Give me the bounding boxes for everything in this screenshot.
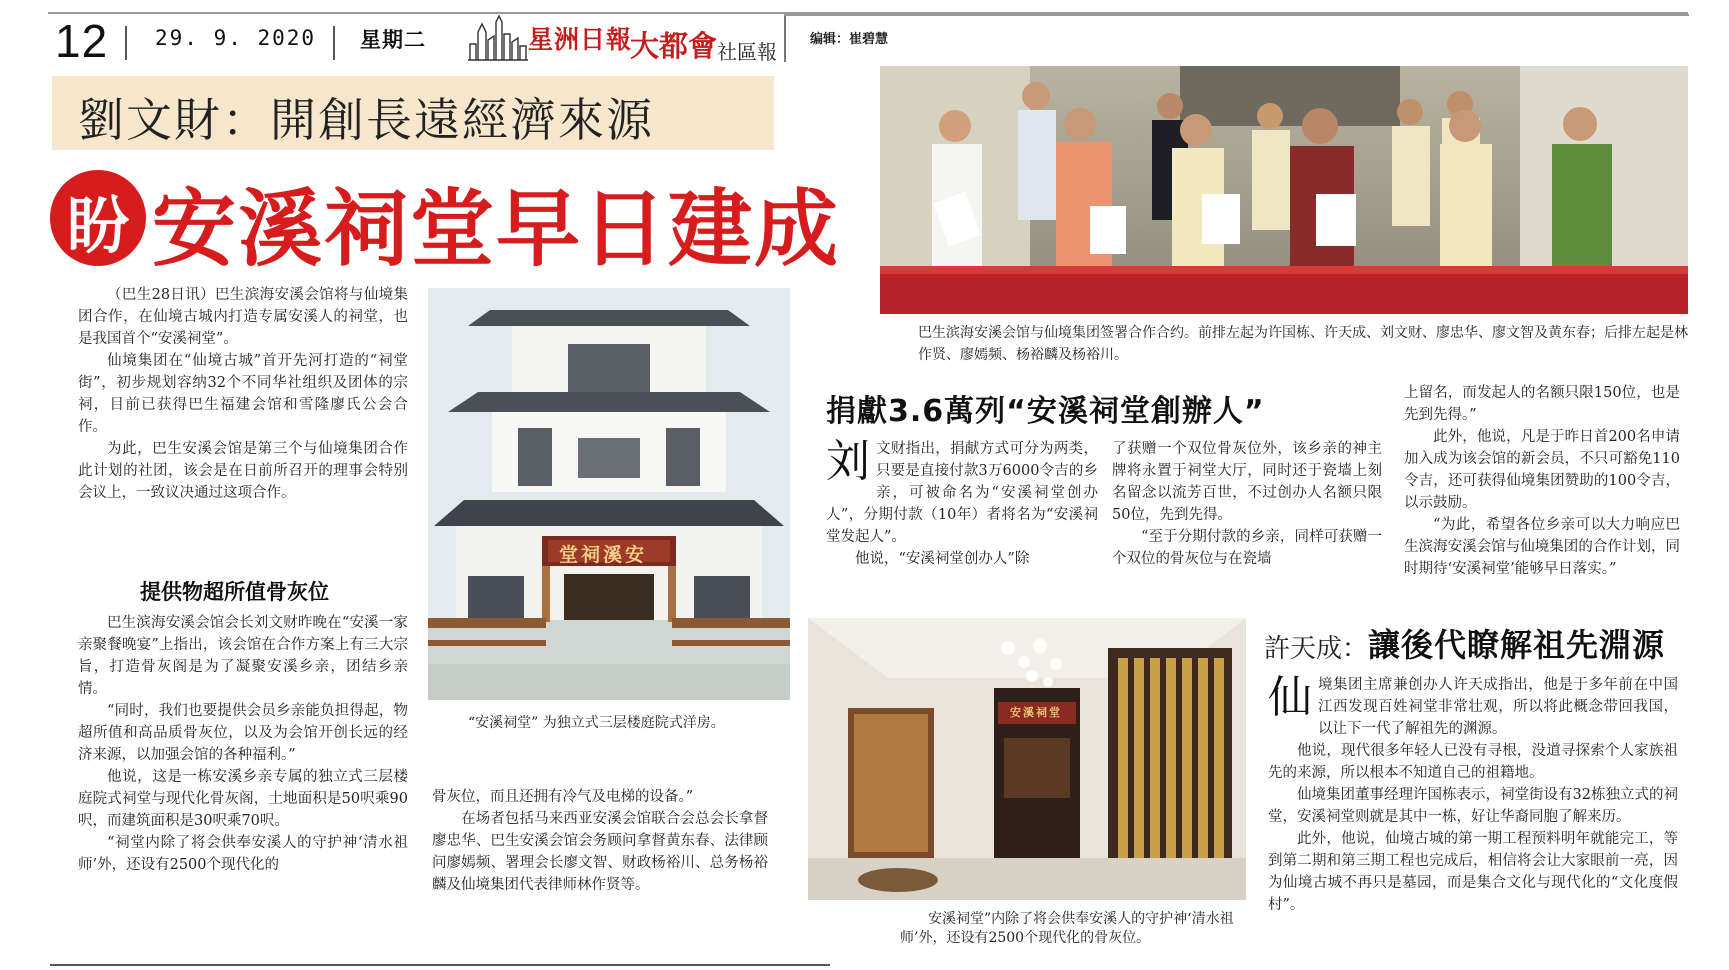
building-sign-text: 堂祠溪安	[558, 544, 647, 566]
paragraph: 为此，巴生安溪会馆是第三个与仙境集团合作此计划的社团，该会是在日前所召开的理事会特别会议上，一致议决通过这项合作。	[78, 441, 408, 501]
signing-photo-caption: 巴生滨海安溪会馆与仙境集团签署合作合约。前排左起为许国栋、许天成、刘文财、廖忠华、廖文智及黄东春；后排左起是林作贤、廖嫣频、杨裕麟及杨裕川。	[918, 325, 1688, 363]
masthead-section-sub: 社區報	[717, 40, 777, 64]
donation-headline: 捐獻3.6萬列“安溪祠堂創辦人”	[826, 394, 1265, 429]
headline-kicker: 劉文財：開創長遠經濟來源	[78, 93, 654, 147]
paragraph: 他说，这是一栋安溪乡亲专属的独立式三层楼庭院式祠堂与现代化骨灰阁，土地面积是50呎乘90呎，而建筑面积是30呎乘70呎。	[78, 769, 408, 829]
drop-cap: 仙	[1268, 672, 1312, 723]
paragraph: 境集团主席兼创办人许天成指出，他是于多年前在中国江西发现百姓祠堂非常壮观，所以将此概念带回我国，以让下一代了解祖先的渊源。	[1318, 677, 1678, 737]
issue-date: 29. 9. 2020	[155, 26, 317, 50]
paragraph: 文财指出，捐献方式可分为两类，只要是直接付款3万6000令吉的乡亲，可被命名为“安溪祠堂创办人”，分期付款（10年）者将名为“安溪祠堂发起人”。	[826, 441, 1098, 545]
paragraph: 巴生滨海安溪会馆会长刘文财昨晚在“安溪一家亲聚餐晚宴”上指出，该会馆在合作方案上有三大宗旨，打造骨灰阁是为了凝聚安溪乡亲，团结乡亲情。	[78, 615, 408, 697]
paragraph: “为此，希望各位乡亲可以大力响应巴生滨海安溪会馆与仙境集团的合作计划，同时期待‘安溪祠堂’能够早日落实。”	[1404, 517, 1680, 577]
paragraph: （巴生28日讯）巴生滨海安溪会馆将与仙境集团合作，在仙境古城内打造专属安溪人的祠堂，也是我国首个“安溪祠堂”。	[78, 287, 408, 347]
bottom-rule	[50, 964, 830, 966]
ancestral-hall-render	[428, 288, 790, 700]
header-divider	[125, 26, 127, 60]
paragraph: 上留名，而发起人的名额只限150位，也是先到先得。”	[1404, 385, 1680, 423]
paragraph: 仙境集团董事经理许国栋表示，祠堂街设有32栋独立式的祠堂，安溪祠堂则就是其中一栋，好让华裔同胞了解来历。	[1268, 787, 1678, 825]
paragraph: 仙境集团在“仙境古城”首开先河打造的“祠堂街”，初步规划容纳32个不同华社组织及团体的宗祠，目前已获得巴生福建会馆和雪隆廖氏公会合作。	[78, 353, 408, 435]
header-right-rule	[784, 14, 1689, 16]
paragraph: 了获赠一个双位骨灰位外，该乡亲的神主牌将永置于祠堂大厅，同时还于瓷墙上刻名留念以流芳百世，不过创办人名额只限50位，先到先得。	[1112, 441, 1382, 523]
donation-column-3	[1404, 382, 1680, 580]
xu-section-name: 許天成：	[1264, 634, 1369, 664]
paragraph: “同时，我们也要提供会员乡亲能负担得起，物超所值和高品质骨灰位，以及为会馆开创长远的经济来源，以加强会馆的各种福利。”	[78, 703, 408, 763]
paragraph: 他说，“安溪祠堂创办人”除	[855, 551, 1030, 567]
masthead-section-name: 大都會	[630, 29, 718, 63]
main-headline: 安溪祠堂早日建成	[152, 180, 841, 278]
city-skyline-icon	[468, 14, 528, 62]
drop-cap: 刘	[826, 436, 870, 487]
donation-column-1	[826, 438, 1098, 570]
paragraph: “祠堂内除了将会供奉安溪人的守护神‘清水祖师’外，还设有2500个现代化的	[78, 835, 408, 873]
paragraph: “至于分期付款的乡亲，同样可获赠一个双位的骨灰位与在瓷墙	[1112, 529, 1382, 567]
left-column-body	[78, 612, 408, 876]
left-column-intro	[78, 284, 408, 504]
signing-ceremony-photo	[880, 66, 1688, 314]
issue-weekday: 星期二	[360, 28, 426, 52]
paragraph: 此外，他说，凡是于昨日首200名申请加入成为该会馆的新会员，不只可豁免110令吉，还可获得仙境集团赞助的100令吉，以示鼓励。	[1404, 429, 1680, 511]
xu-section-body	[1268, 674, 1678, 916]
paragraph: 他说，现代很多年轻人已没有寻根，没道寻探索个人家族祖先的来源，所以根本不知道自己的祖籍地。	[1268, 743, 1678, 781]
left-subhead: 提供物超所值骨灰位	[140, 579, 329, 604]
page-number: 12	[55, 15, 109, 67]
masthead-divider	[784, 14, 786, 62]
paragraph: 此外，他说，仙境古城的第一期工程预料明年就能完工，等到第二期和第三期工程也完成后，相信将会让大家眼前一亮，因为仙境古城不再只是墓园，而是集合文化与现代化的“文化度假村”。	[1268, 831, 1678, 913]
header-divider	[333, 26, 335, 60]
building-caption: “安溪祠堂” 为独立式三层楼庭院式洋房。	[468, 715, 725, 731]
editor-credit: 编辑：崔碧慧	[810, 32, 889, 47]
xu-section-headline: 讓後代瞭解祖先淵源	[1368, 626, 1666, 664]
interior-hall-photo	[808, 618, 1246, 900]
masthead-paper-name: 星洲日報	[528, 25, 633, 54]
paragraph: 在场者包括马来西亚安溪会馆联合会总会长拿督廖忠华、巴生安溪会馆会务顾问拿督黄东春、法律顾问廖嫣频、署理会长廖文智、财政杨裕川、总务杨裕麟及仙境集团代表律师林作贤等。	[432, 811, 768, 893]
interior-sign-text: 安溪祠堂	[1010, 706, 1062, 719]
center-column-body	[432, 786, 768, 896]
donation-column-2	[1112, 438, 1382, 570]
paragraph: 骨灰位，而且还拥有冷气及电梯的设备。”	[432, 789, 694, 805]
headline-circle-char: 盼	[66, 189, 129, 262]
interior-caption: 安溪祠堂”内除了将会供奉安溪人的守护神‘清水祖师’外，还设有2500个现代化的骨灰位。	[900, 911, 1234, 946]
